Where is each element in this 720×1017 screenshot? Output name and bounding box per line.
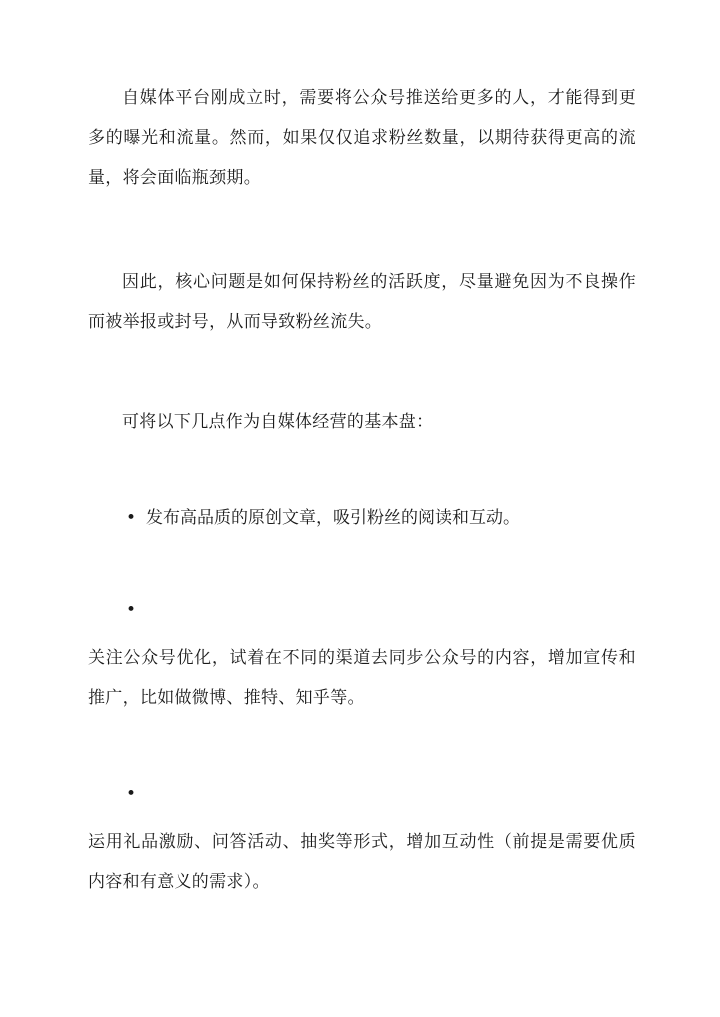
paragraph-list-lead: 可将以下几点作为自媒体经营的基本盘：: [122, 412, 434, 432]
list-item-text: 关注公众号优化，试着在不同的渠道去同步公众号的内容，增加宣传和推广，比如做微博、推特、知乎等。: [88, 648, 636, 708]
list-item: [126, 498, 520, 538]
bullet-marker: •: [126, 784, 137, 804]
list-item-text: 运用礼品激励、问答活动、抽奖等形式，增加互动性（前提是需要优质内容和有意义的需求）。: [88, 832, 636, 892]
list-item-text: 发布高品质的原创文章，吸引粉丝的阅读和互动。: [146, 508, 520, 528]
bullet-marker: •: [126, 600, 137, 620]
paragraph-intro: 自媒体平台刚成立时，需要将公众号推送给更多的人，才能得到更多的曝光和流量。然而，如果仅仅追求粉丝数量，以期待获得更高的流量，将会面临瓶颈期。: [88, 88, 636, 188]
paragraph-core-issue: 因此，核心问题是如何保持粉丝的活跃度，尽量避免因为不良操作而被举报或封号，从而导致粉丝流失。: [88, 272, 636, 332]
bullet-marker: •: [126, 508, 137, 528]
